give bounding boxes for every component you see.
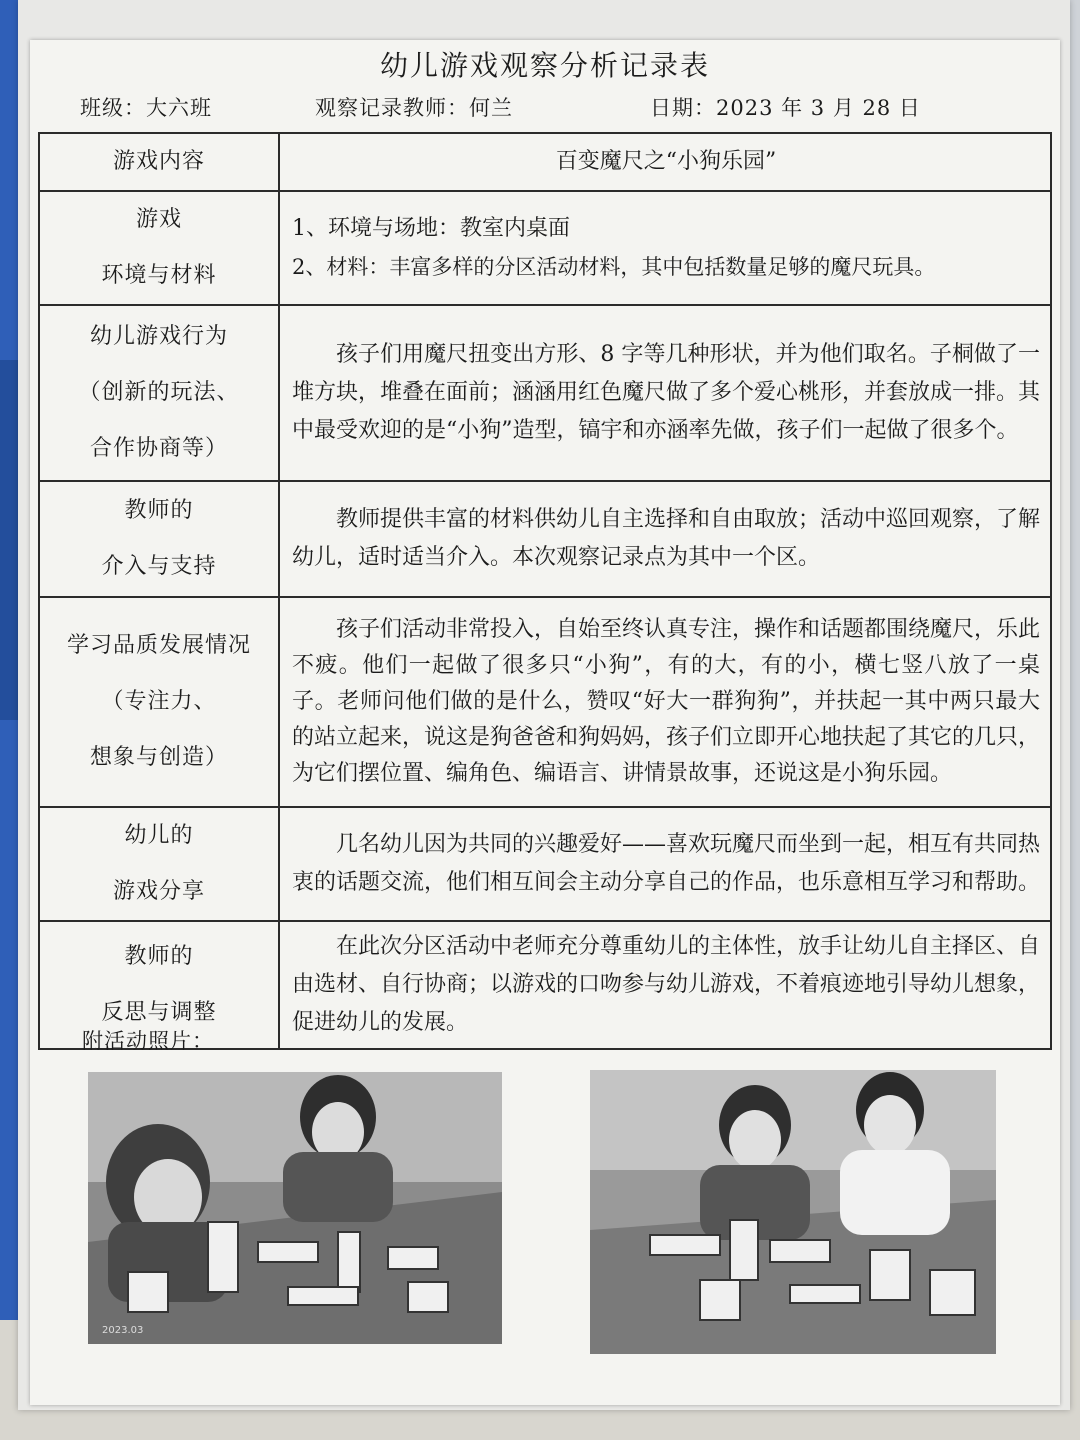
date-field: 日期：2023 年 3 月 28 日 — [650, 96, 921, 120]
table-row — [39, 133, 1051, 191]
row-label: 学习品质发展情况 （专注力、 想象与创造） — [39, 597, 279, 807]
row-label: 教师的 反思与调整 — [39, 921, 279, 1049]
row-content: 1、环境与场地：教室内桌面 2、材料：丰富多样的分区活动材料，其中包括数量足够的魔尺玩具。 — [279, 191, 1051, 305]
row-content: 孩子们用魔尺扭变出方形、8 字等几种形状，并为他们取名。子桐做了一堆方块，堆叠在面前；涵涵用红色魔尺做了多个爱心桃形，并套放成一排。其中最受欢迎的是“小狗”造型，镐宇和亦涵率先做，孩子们一起做了很多个。 — [279, 305, 1051, 481]
photos-label: 附活动照片： — [82, 1029, 214, 1053]
photo-2-image — [590, 1070, 996, 1354]
row-label: 教师的 介入与支持 — [39, 481, 279, 597]
activity-photo-2 — [590, 1070, 996, 1354]
row-content: 孩子们活动非常投入，自始至终认真专注，操作和话题都围绕魔尺，乐此不疲。他们一起做了很多只“小狗”，有的大，有的小，横七竖八放了一桌子。老师问他们做的是什么，赞叹“好大一群狗狗”，并扶起一其中两只最大的站立起来，说这是狗爸爸和狗妈妈，孩子们立即开心地扶起了其它的几只，为它们摆位置、编角色、编语言、讲情景故事，还说这是小狗乐园。 — [279, 597, 1051, 807]
row-label: 游戏内容 — [39, 133, 279, 191]
row-label: 幼儿的 游戏分享 — [39, 807, 279, 921]
row-content: 教师提供丰富的材料供幼儿自主选择和自由取放；活动中巡回观察，了解幼儿，适时适当介入。本次观察记录点为其中一个区。 — [279, 481, 1051, 597]
row-content: 在此次分区活动中老师充分尊重幼儿的主体性，放手让幼儿自主择区、自由选材、自行协商；以游戏的口吻参与幼儿游戏，不着痕迹地引导幼儿想象，促进幼儿的发展。 — [279, 921, 1051, 1049]
photo-1-image — [88, 1072, 502, 1344]
activity-photo-1 — [88, 1072, 502, 1344]
table-row — [39, 305, 1051, 481]
table-row — [39, 597, 1051, 807]
row-label: 幼儿游戏行为 （创新的玩法、 合作协商等） — [39, 305, 279, 481]
sheet-title: 幼儿游戏观察分析记录表 — [379, 49, 710, 80]
meta-line — [80, 92, 1040, 132]
record-table — [38, 132, 1052, 1050]
table-row — [39, 191, 1051, 305]
table-row — [39, 481, 1051, 597]
class-field: 班级：大六班 — [80, 96, 212, 120]
record-sheet — [30, 40, 1060, 1405]
row-label: 游戏 环境与材料 — [39, 191, 279, 305]
row-content: 几名幼儿因为共同的兴趣爱好——喜欢玩魔尺而坐到一起，相互有共同热衷的话题交流，他们相互间会主动分享自己的作品，也乐意相互学习和帮助。 — [279, 807, 1051, 921]
photo-1-timestamp: 2023.03 — [102, 1325, 144, 1336]
teacher-field: 观察记录教师：何兰 — [315, 96, 513, 120]
table-row — [39, 807, 1051, 921]
row-content: 百变魔尺之“小狗乐园” — [279, 133, 1051, 191]
